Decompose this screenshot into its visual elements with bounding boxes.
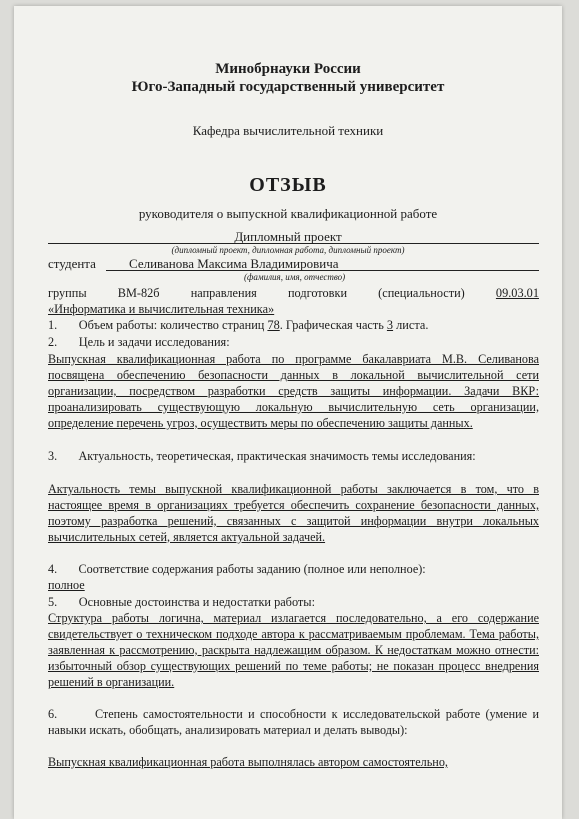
item-5-body: [48, 611, 539, 691]
work-type-hint: (дипломный проект, дипломная работа, дипломный проект): [171, 245, 405, 255]
item-3-number: 3.: [48, 449, 58, 463]
preparation-label: подготовки: [287, 286, 348, 300]
direction-label: направления: [190, 286, 257, 300]
item-6-number: 6.: [48, 707, 58, 721]
item-5-heading-text: Основные достоинства и недостатки работы:: [78, 595, 315, 609]
student-name: Селиванова Максима Владимировича: [129, 256, 339, 271]
item-2-body-text: Выпускная квалификационная работа по программе бакалавриата М.В. Селиванова посвящена обеспечению безопасности данных в локальной вычислительной сети организации, посредством разработки средств защиты информации. Задачи ВКР: проанализировать существующую локальную вычислительную сеть организации, определение перечень угроз, осуществить меры по обеспечению защиты данных.: [48, 352, 539, 430]
item-1-text-b: . Графическая часть: [279, 318, 384, 332]
item-3-body-text: Актуальность темы выпускной квалификационной работы заключается в том, что в настоящее время в организациях требуется обеспечить сохранение безопасности данных, поэтому разработка решений, связанных с защитой информации внутри локальных вычислительных сетей, является актуальной задачей.: [48, 482, 539, 544]
item-5-heading: [48, 595, 315, 610]
item-2-heading: [48, 335, 230, 350]
group-code: ВМ-82б: [117, 286, 160, 300]
group-label: группы: [48, 286, 87, 300]
document-subtitle: руководителя о выпускной квалификационной работе: [138, 206, 438, 221]
item-6-body: [48, 755, 539, 771]
item-5-number: 5.: [48, 595, 58, 609]
item-4-body-text: полное: [48, 578, 85, 592]
item-1-sheets: 3: [386, 318, 394, 332]
document-page: [14, 6, 562, 819]
item-6-heading-text: Степень самостоятельности и способности к исследовательской работе (умение и навыки искать, обобщать, анализировать материал и делать выводы):: [48, 707, 539, 737]
item-3-heading: [48, 449, 539, 465]
item-2-body: [48, 352, 539, 432]
item-1: [48, 318, 428, 333]
ministry-heading: Минобрнауки России: [215, 61, 361, 77]
item-4-body: [48, 578, 539, 594]
student-label: студента: [48, 256, 96, 271]
item-2-heading-text: Цель и задачи исследования:: [78, 335, 230, 349]
item-1-text-c: листа.: [396, 318, 429, 332]
item-3-heading-text: Актуальность, теоретическая, практическая значимость темы исследования:: [78, 449, 476, 463]
department-label: Кафедра вычислительной техники: [192, 123, 384, 138]
group-line: [48, 286, 539, 301]
item-3-body: [48, 482, 539, 546]
item-1-pages: 78: [267, 318, 280, 332]
item-4-heading-text: Соответствие содержания работы заданию (полное или неполное):: [78, 562, 426, 576]
work-type-value: Дипломный проект: [234, 229, 342, 244]
item-6-heading: [48, 707, 539, 739]
item-1-number: 1.: [48, 318, 58, 332]
student-hint: (фамилия, имя, отчество): [244, 272, 346, 282]
item-2-number: 2.: [48, 335, 58, 349]
document-title: ОТЗЫВ: [249, 174, 327, 196]
item-5-body-text: Структура работы логична, материал излагается последовательно, а его содержание свидетельствует о техническом подходе автора к рассматриваемым проблемам. Тема работы, заявленная к рассмотрению, раскрыта надлежащим образом. К недостаткам можно отнести: избыточный обзор существующих решений по теме работы; не показан процесс внедрения решений в организации.: [48, 611, 539, 689]
specialty-label: (специальности): [378, 286, 465, 300]
item-6-body-text: Выпускная квалификационная работа выполнялась автором самостоятельно,: [48, 755, 448, 769]
university-heading: Юго-Западный государственный университет: [131, 79, 445, 95]
specialty-code: 09.03.01: [495, 286, 539, 300]
item-4-number: 4.: [48, 562, 58, 576]
item-1-text-a: Объем работы: количество страниц: [78, 318, 265, 332]
item-4-heading: [48, 562, 539, 578]
specialty-name: «Информатика и вычислительная техника»: [48, 302, 275, 316]
